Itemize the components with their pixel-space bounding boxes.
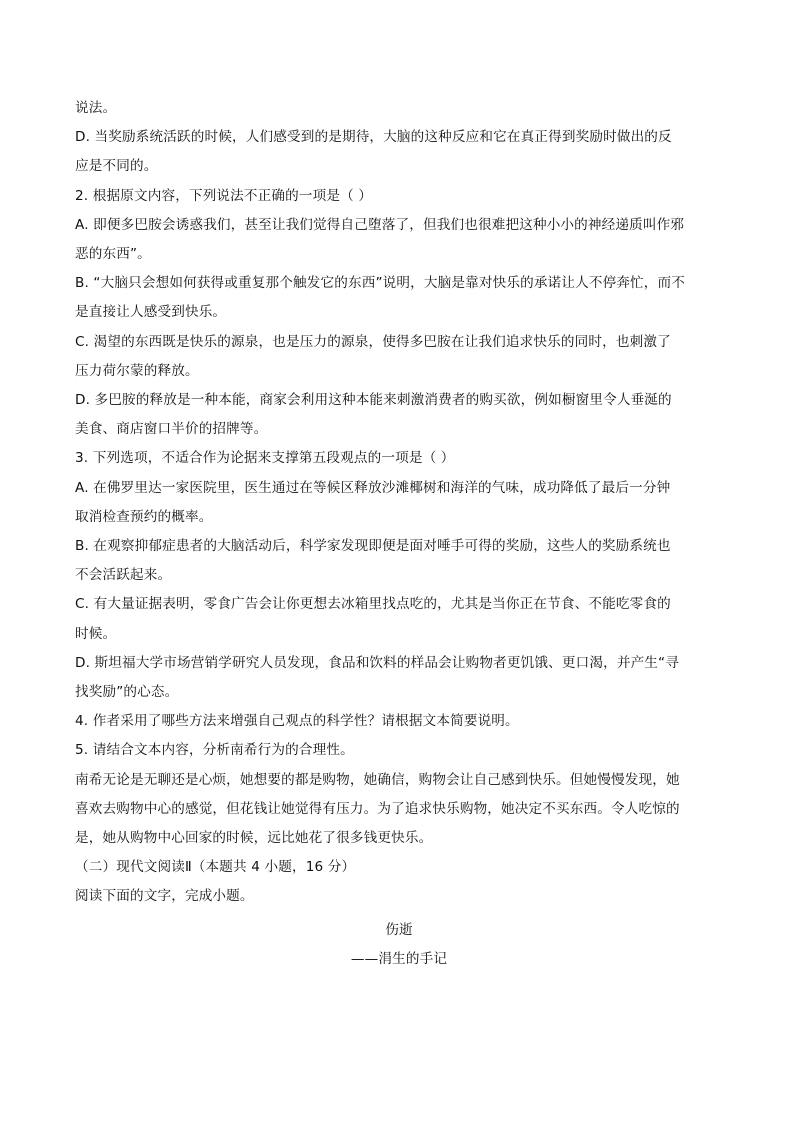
text-line-25: 喜欢去购物中心的感觉，但花钱让她觉得有压力。为了追求快乐购物，她决定不买东西。令人吃惊的 [75,800,680,817]
text-line-21: 找奖励”的心态。 [75,684,179,701]
text-line-5: A. 即便多巴胺会诱惑我们，甚至让我们觉得自己堕落了，但我们也很难把这种小小的神经递质叫作邪 [75,216,685,233]
reading-title: 伤逝 [385,921,413,938]
text-line-19: 时候。 [75,625,117,642]
text-line-18: C. 有大量证据表明，零食广告会让你更想去冰箱里找点吃的，尤其是当你正在节食、不能吃零食的 [75,596,671,613]
question-2: 2. 根据原文内容，下列说法不正确的一项是（ ） [75,187,373,204]
text-line-12: 美食、商店窗口半价的招牌等。 [75,421,268,438]
question-5: 5. 请结合文本内容，分析南希行为的合理性。 [75,742,354,759]
instruction-line: 阅读下面的文字，完成小题。 [75,888,254,905]
text-line-24: 南希无论是无聊还是心烦，她想要的都是购物，她确信，购物会让自己感到快乐。但她慢慢发现，她 [75,771,680,788]
text-line-7: B. “大脑只会想如何获得或重复那个触发它的东西”说明，大脑是靠对快乐的承诺让人不停奔忙，而不 [75,275,686,292]
text-line-10: 压力荷尔蒙的释放。 [75,362,199,379]
text-line-11: D. 多巴胺的释放是一种本能，商家会利用这种本能来刺激消费者的购买欲，例如橱窗里令人垂涎的 [75,392,672,409]
text-line-8: 是直接让人感受到快乐。 [75,304,227,321]
text-line-1: 说法。 [75,100,117,116]
text-line-16: B. 在观察抑郁症患者的大脑活动后，科学家发现即便是面对唾手可得的奖励，这些人的奖励系统也 [75,538,671,555]
text-line-14: A. 在佛罗里达一家医院里，医生通过在等候区释放沙滩椰树和海洋的气味，成功降低了最后一分钟 [75,479,671,496]
document-page [75,94,723,974]
text-line-6: 恶的东西”。 [75,246,151,263]
text-line-20: D. 斯坦福大学市场营销学研究人员发现，食品和饮料的样品会让购物者更饥饿、更口渴，并产生“寻 [75,654,679,671]
text-line-17: 不会活跃起来。 [75,567,172,584]
text-line-9: C. 渴望的东西既是快乐的源泉，也是压力的源泉，使得多巴胺在让我们追求快乐的同时，也刺激了 [75,333,671,350]
text-line-3: 应是不同的。 [75,158,158,175]
text-line-15: 取消检查预约的概率。 [75,508,213,525]
question-3: 3. 下列选项，不适合作为论据来支撑第五段观点的一项是（ ） [75,450,455,467]
text-line-2: D. 当奖励系统活跃的时候，人们感受到的是期待，大脑的这种反应和它在真正得到奖励时做出的反 [75,129,672,146]
reading-subtitle: ——涓生的手记 [350,950,448,967]
text-line-26: 是，她从购物中心回家的时候，远比她花了很多钱更快乐。 [75,830,433,847]
section-heading: （二）现代文阅读Ⅱ（本题共 4 小题，16 分） [75,859,356,876]
question-4: 4. 作者采用了哪些方法来增强自己观点的科学性？请根据文本简要说明。 [75,713,519,730]
